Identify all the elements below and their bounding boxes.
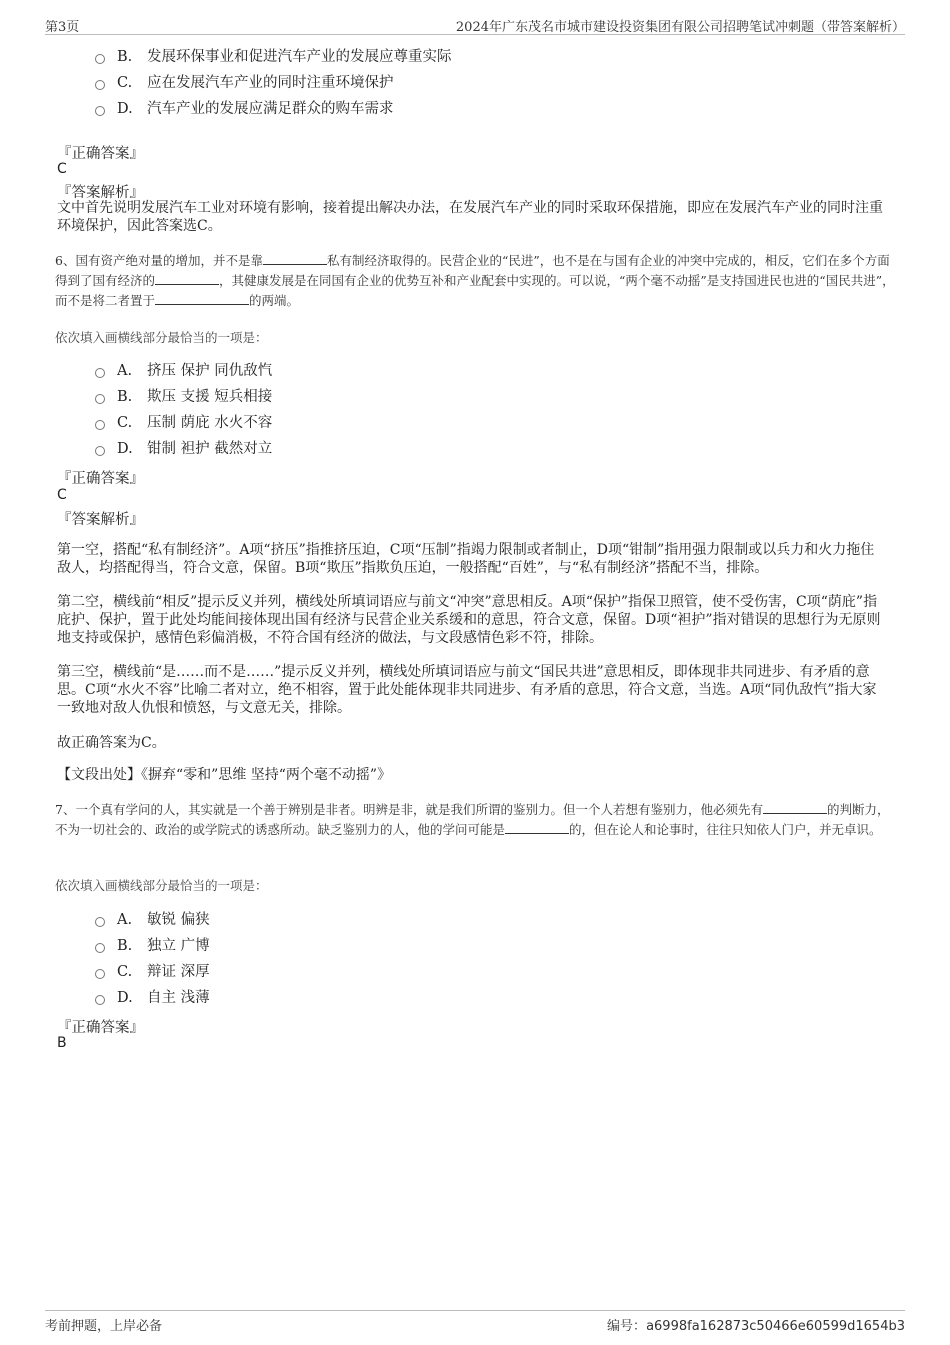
question-7-stem: 7、一个真有学问的人，其实就是一个善于辨别是非者。明辨是非，就是我们所谓的鉴别力。但一个人若想有鉴别力，他必须先有 的判断力，不为一切社会的、政治的或学院式的诱惑所动。缺乏鉴别力的人，他的学问可能是 的，但在论人和论事时，往往只知依人门户，并无卓识。 [55, 802, 890, 837]
source-citation: 【文段出处】《摒弃“零和”思维 坚持“两个毫不动摇”》 [57, 767, 392, 783]
document-code: 编号：a6998fa162873c50466e60599d1654b3 [607, 1319, 905, 1334]
answer-value: C [57, 161, 67, 177]
radio-icon[interactable] [95, 446, 105, 456]
blank-3 [155, 292, 249, 305]
q6-option-d[interactable]: D. 钳制 袒护 截然对立 [95, 438, 272, 460]
page-footer [45, 1310, 905, 1335]
radio-icon[interactable] [95, 54, 105, 64]
analysis-label: 『答案解析』 [57, 512, 144, 528]
blank-1 [263, 252, 327, 265]
page-number: 第3页 [45, 20, 80, 35]
radio-icon[interactable] [95, 969, 105, 979]
prev-option-c[interactable]: C. 应在发展汽车产业的同时注重环境保护 [95, 72, 394, 94]
blank-1 [763, 801, 827, 814]
radio-icon[interactable] [95, 420, 105, 430]
answer-value: B [57, 1035, 67, 1051]
radio-icon[interactable] [95, 394, 105, 404]
radio-icon[interactable] [95, 943, 105, 953]
q6-option-c[interactable]: C. 压制 荫庇 水火不容 [95, 412, 272, 434]
analysis-paragraph: 故正确答案为C。 [57, 735, 166, 751]
footer-slogan: 考前押题，上岸必备 [45, 1319, 163, 1334]
radio-icon[interactable] [95, 106, 105, 116]
prev-option-d[interactable]: D. 汽车产业的发展应满足群众的购车需求 [95, 98, 394, 120]
q7-option-d[interactable]: D. 自主 浅薄 [95, 987, 210, 1009]
question-6-stem: 6、国有资产绝对量的增加，并不是靠 私有制经济取得的。民营企业的“民进”，也不是在与国有企业的冲突中完成的，相反，它们在多个方面得到了国有经济的 ，其健康发展是在同国有企业的优势互补和产业配套中实现的。可以说，“两个毫不动摇”是支持国进民也进的“国民共进”，而不是将二者置于 的两端。 [55, 253, 895, 308]
prev-option-b[interactable]: B. 发展环保事业和促进汽车产业的发展应尊重实际 [95, 46, 452, 68]
blank-2 [155, 272, 219, 285]
question-6-instruction: 依次填入画横线部分最恰当的一项是： [55, 330, 268, 345]
document-title: 2024年广东茂名市城市建设投资集团有限公司招聘笔试冲刺题（带答案解析） [455, 20, 905, 35]
q7-option-c[interactable]: C. 辩证 深厚 [95, 961, 210, 983]
radio-icon[interactable] [95, 995, 105, 1005]
analysis-paragraph: 第二空，横线前“相反”提示反义并列，横线处所填词语应与前文“冲突”意思相反。A项“保护”指保卫照管，使不受伤害，C项“荫庇”指庇护、保护，置于此处均能间接体现出国有经济与民营企业关系缓和的意思，符合文意，保留。D项“袒护”指对错误的思想行为无原则地支持或保护，感情色彩偏消极，不符合国有经济的做法，与文段感情色彩不符，排除。 [57, 594, 881, 646]
analysis-label: 『答案解析』 [57, 185, 144, 201]
analysis-paragraph: 第一空，搭配“私有制经济”。A项“挤压”指推挤压迫，C项“压制”指竭力限制或者制止，D项“钳制”指用强力限制或以兵力和火力拖住敌人，均搭配得当，符合文意，保留。B项“欺压”指欺负压迫，一般搭配“百姓”，与“私有制经济”搭配不当，排除。 [57, 542, 875, 576]
blank-2 [505, 821, 569, 834]
q7-option-a[interactable]: A. 敏锐 偏狭 [95, 909, 210, 931]
page-header [45, 14, 905, 35]
radio-icon[interactable] [95, 368, 105, 378]
question-7-instruction: 依次填入画横线部分最恰当的一项是： [55, 878, 268, 893]
radio-icon[interactable] [95, 80, 105, 90]
answer-label: 『正确答案』 [57, 471, 144, 487]
answer-label: 『正确答案』 [57, 146, 144, 162]
analysis-paragraph: 第三空，横线前“是……而不是……”提示反义并列，横线处所填词语应与前文“国民共进”意思相反，即体现非共同进步、有矛盾的意思。C项“水火不容”比喻二者对立，绝不相容，置于此处能体现非共同进步、有矛盾的意思，符合文意，当选。A项“同仇敌忾”指大家一致地对敌人仇恨和愤怒，与文意无关，排除。 [57, 664, 877, 716]
answer-label: 『正确答案』 [57, 1020, 144, 1036]
q6-option-b[interactable]: B. 欺压 支援 短兵相接 [95, 386, 272, 408]
answer-value: C [57, 487, 67, 503]
analysis-text: 文中首先说明发展汽车工业对环境有影响，接着提出解决办法，在发展汽车产业的同时采取环保措施，即应在发展汽车产业的同时注重环境保护，因此答案选C。 [57, 200, 883, 234]
q6-option-a[interactable]: A. 挤压 保护 同仇敌忾 [95, 360, 272, 382]
q7-option-b[interactable]: B. 独立 广博 [95, 935, 210, 957]
radio-icon[interactable] [95, 917, 105, 927]
